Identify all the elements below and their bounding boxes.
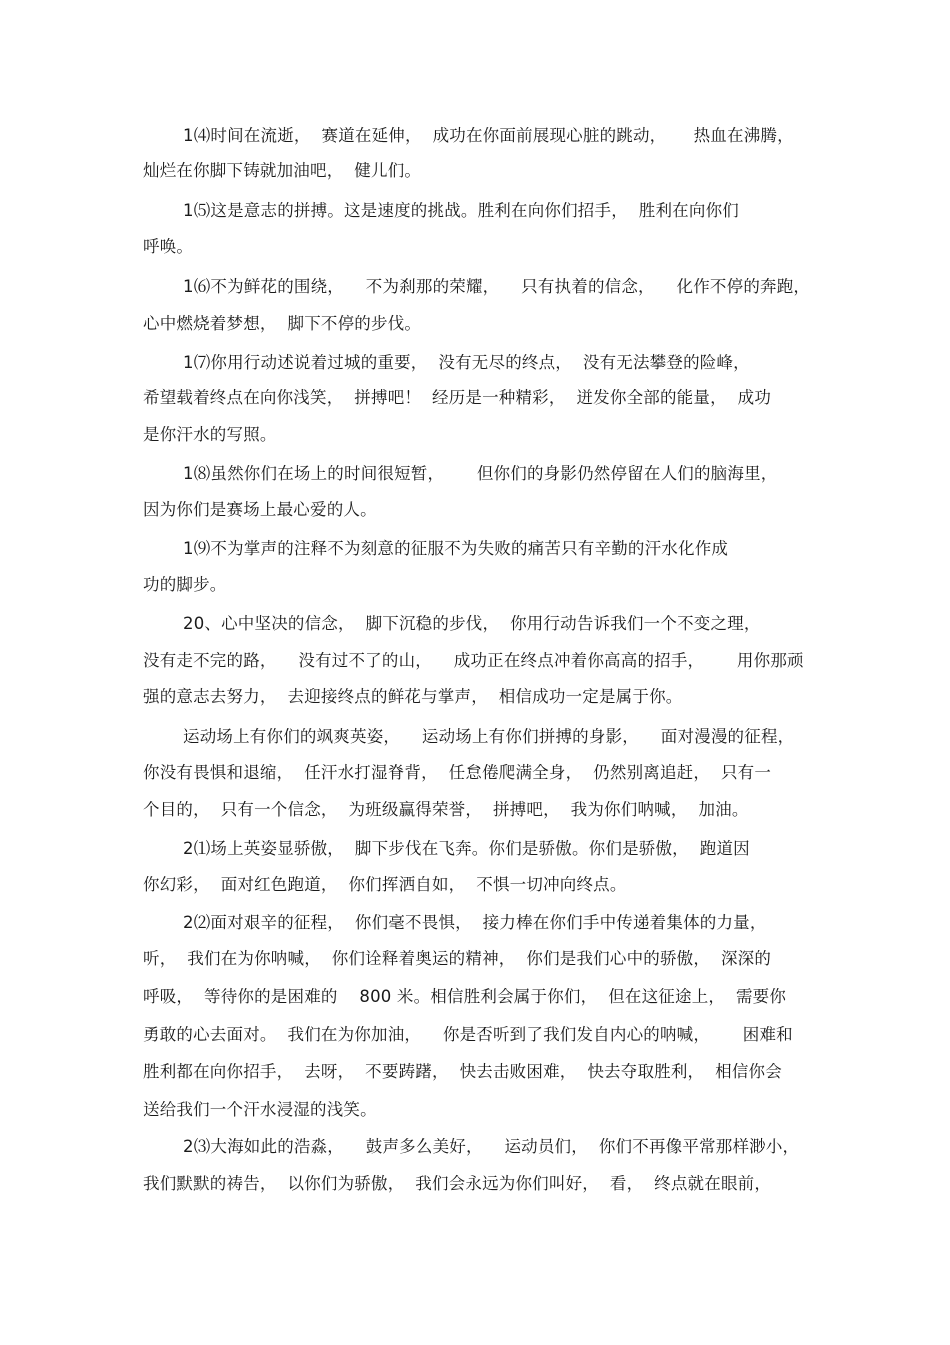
text-line: 1⑹不为鲜花的围绕， 不为刹那的荣耀， 只有执着的信念， 化作不停的奔跑， xyxy=(183,277,811,296)
text-line: 1⑸这是意志的拼搏。这是速度的挑战。胜利在向你们招手， 胜利在向你们 xyxy=(183,201,739,220)
text-line: 1⑻虽然你们在场上的时间很短暂， 但你们的身影仍然停留在人们的脑海里， xyxy=(183,464,778,483)
text-line: 我们默默的祷告， 以你们为骄傲， 我们会永远为你们叫好， 看， 终点就在眼前， xyxy=(143,1174,772,1193)
text-line: 听， 我们在为你呐喊， 你们诠释着奥运的精神， 你们是我们心中的骄傲， 深深的 xyxy=(143,949,772,968)
text-line: 胜利都在向你招手， 去呀， 不要踌躇， 快去击败困难， 快去夺取胜利， 相信你会 xyxy=(143,1062,782,1081)
text-line: 强的意志去努力， 去迎接终点的鲜花与掌声， 相信成功一定是属于你。 xyxy=(143,687,683,706)
text-line: 灿烂在你脚下铸就加油吧， 健儿们。 xyxy=(143,161,422,180)
text-line: 个目的， 只有一个信念， 为班级赢得荣誉， 拼搏吧， 我为你们呐喊， 加油。 xyxy=(143,800,749,819)
text-line: 因为你们是赛场上最心爱的人。 xyxy=(143,500,377,519)
text-line: 希望载着终点在向你浅笑， 拼搏吧！ 经历是一种精彩， 迸发你全部的能量， 成功 xyxy=(143,388,772,407)
text-line: 你幻彩， 面对红色跑道， 你们挥洒自如， 不惧一切冲向终点。 xyxy=(143,875,627,894)
text-line: 是你汗水的写照。 xyxy=(143,425,277,444)
text-line: 20、心中坚决的信念， 脚下沉稳的步伐， 你用行动告诉我们一个不变之理， xyxy=(183,614,761,633)
text-line: 呼吸， 等待你的是困难的 800 米。相信胜利会属于你们， 但在这征途上， 需要你 xyxy=(143,987,787,1006)
text-line: 没有走不完的路， 没有过不了的山， 成功正在终点冲着你高高的招手， 用你那顽 xyxy=(143,651,804,670)
text-line: 1⑷时间在流逝， 赛道在延伸， 成功在你面前展现心脏的跳动， 热血在沸腾， xyxy=(183,126,794,145)
text-line: 2⑵面对艰辛的征程， 你们毫不畏惧， 接力棒在你们手中传递着集体的力量， xyxy=(183,913,767,932)
text-line: 1⑺你用行动述说着过城的重要， 没有无尽的终点， 没有无法攀登的险峰， xyxy=(183,353,750,372)
text-line: 呼唤。 xyxy=(143,237,194,256)
text-line: 勇敢的心去面对。 我们在为你加油， 你是否听到了我们发自内心的呐喊， 困难和 xyxy=(143,1025,793,1044)
text-line: 2⑶大海如此的浩淼， 鼓声多么美好， 运动员们， 你们不再像平常那样渺小， xyxy=(183,1137,800,1156)
text-line: 1⑼不为掌声的注释不为刻意的征服不为失败的痛苦只有辛勤的汗水化作成 xyxy=(183,539,729,558)
text-line: 送给我们一个汗水浸湿的浅笑。 xyxy=(143,1100,377,1119)
text-line: 你没有畏惧和退缩， 任汗水打湿脊背， 任怠倦爬满全身， 仍然别离追赶， 只有一 xyxy=(143,763,772,782)
text-line: 心中燃烧着梦想， 脚下不停的步伐。 xyxy=(143,314,422,333)
text-line: 功的脚步。 xyxy=(143,575,227,594)
text-line: 2⑴场上英姿显骄傲， 脚下步伐在飞奔。你们是骄傲。你们是骄傲， 跑道因 xyxy=(183,839,750,858)
text-line: 运动场上有你们的飒爽英姿， 运动场上有你们拼搏的身影， 面对漫漫的征程， xyxy=(183,727,795,746)
